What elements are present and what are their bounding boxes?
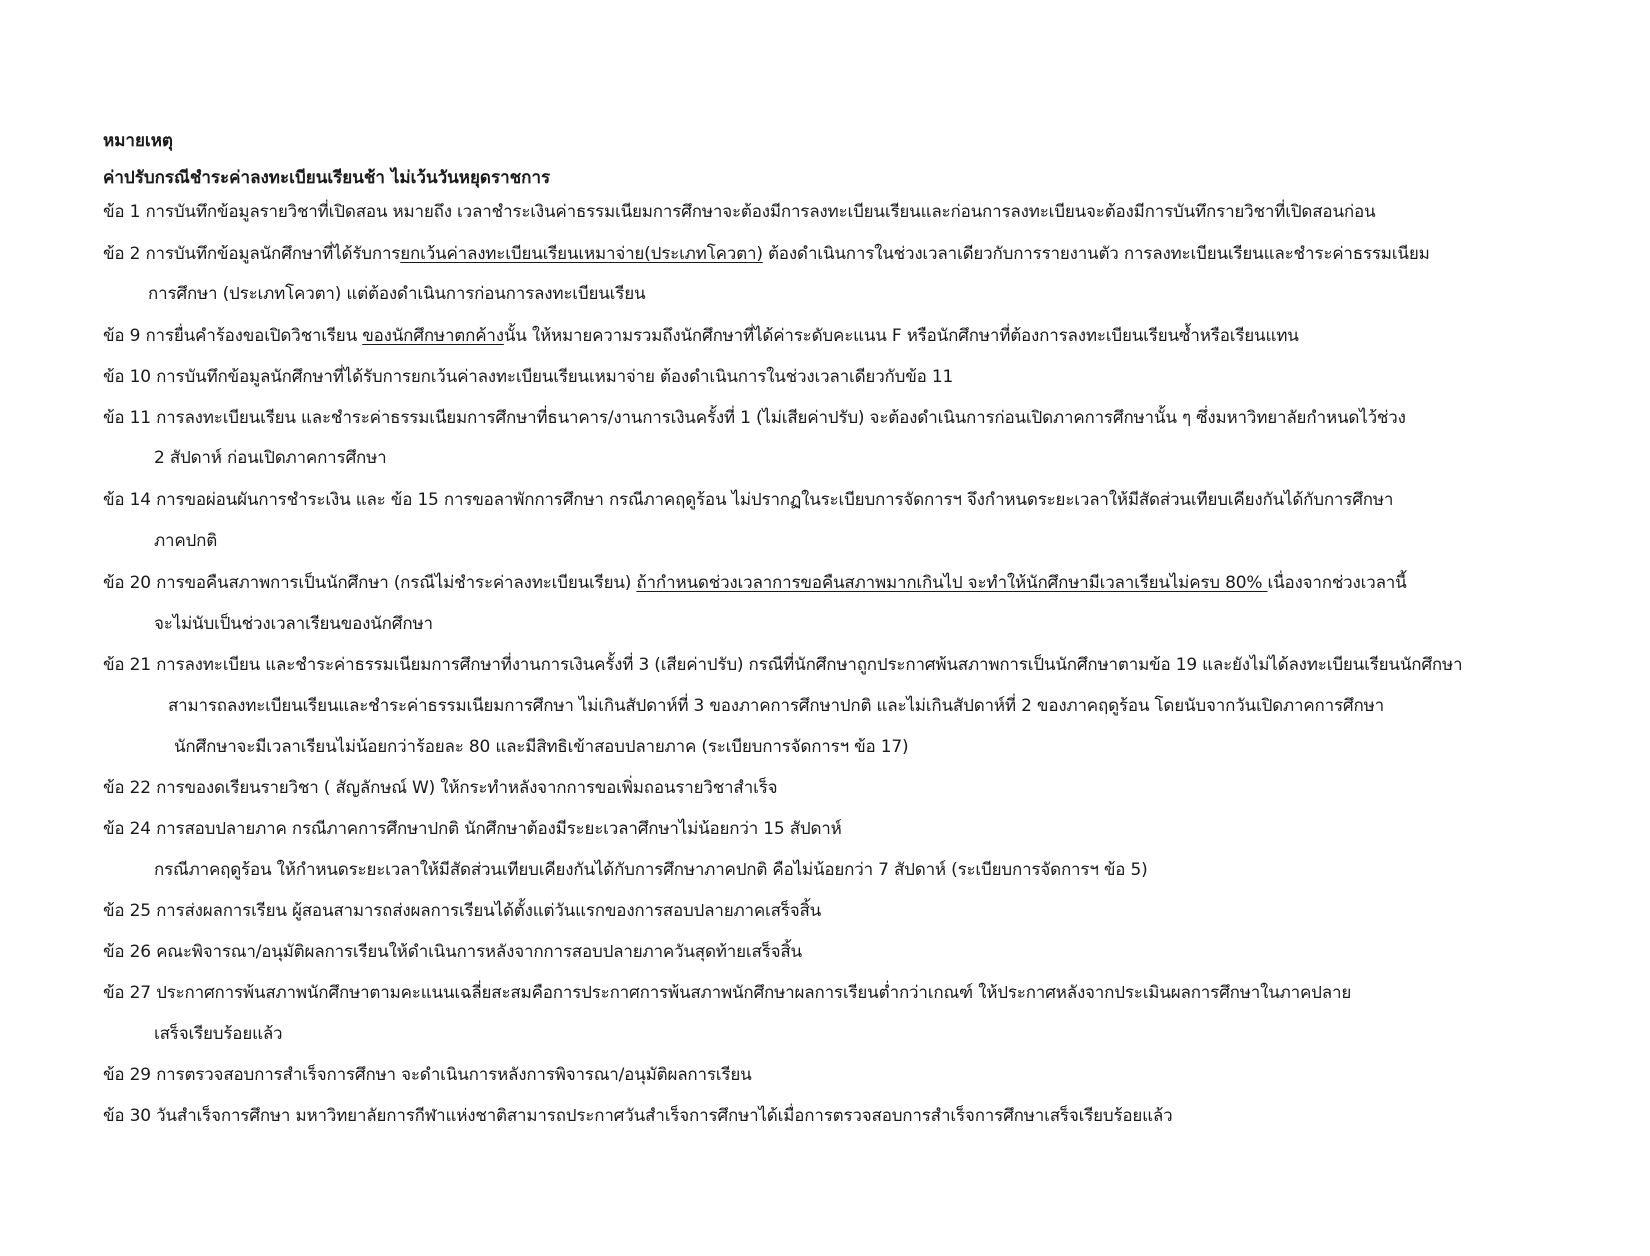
- note-item-2: [103, 242, 1430, 266]
- note-item-20-text-end: เนื่องจากช่วงเวลานี้: [1267, 573, 1407, 593]
- note-item-2-text: ข้อ 2 การบันทึกข้อมูลนักศึกษาที่ได้รับการ: [103, 244, 401, 264]
- note-item-24-continuation: กรณีภาคฤดูร้อน ให้กำหนดระยะเวลาให้มีสัดส่วนเทียบเคียงกันได้กับการศึกษาภาคปกติ คือไม่น้อยกว่า 7 สัปดาห์ (ระเบียบการจัดการฯ ข้อ 5): [154, 860, 1148, 880]
- note-item-9: [103, 324, 1299, 348]
- note-item-27: ข้อ 27 ประกาศการพ้นสภาพนักศึกษาตามคะแนนเฉลี่ยสะสมคือการประกาศการพ้นสภาพนักศึกษาผลการเรียนต่ำกว่าเกณฑ์ ให้ประกาศหลังจากประเมินผลการศึกษาในภาคปลาย: [103, 983, 1352, 1003]
- note-item-9-text: ข้อ 9 การยื่นคำร้องขอเปิดวิชาเรียน: [103, 326, 363, 346]
- note-item-30: ข้อ 30 วันสำเร็จการศึกษา มหาวิทยาลัยการกีฬาแห่งชาติสามารถประกาศวันสำเร็จการศึกษาได้เมื่อการตรวจสอบการสำเร็จการศึกษาเสร็จเรียบร้อยแล้ว: [103, 1106, 1173, 1126]
- note-item-9-underlined: ของนักศึกษาตกค้าง: [362, 326, 504, 346]
- note-item-1: ข้อ 1 การบันทึกข้อมูลรายวิชาที่เปิดสอน หมายถึง เวลาชำระเงินค่าธรรมเนียมการศึกษาจะต้องมีการลงทะเบียนเรียนและก่อนการลงทะเบียนจะต้องมีการบันทึกรายวิชาที่เปิดสอนก่อน: [103, 202, 1376, 222]
- note-item-25: ข้อ 25 การส่งผลการเรียน ผู้สอนสามารถส่งผลการเรียนได้ตั้งแต่วันแรกของการสอบปลายภาคเสร็จสิ้น: [103, 901, 822, 921]
- note-item-26: ข้อ 26 คณะพิจารณา/อนุมัติผลการเรียนให้ดำเนินการหลังจากการสอบปลายภาควันสุดท้ายเสร็จสิ้น: [103, 942, 802, 962]
- note-item-2-continuation: การศึกษา (ประเภทโควตา) แต่ต้องดำเนินการก่อนการลงทะเบียนเรียน: [148, 284, 646, 304]
- note-item-29: ข้อ 29 การตรวจสอบการสำเร็จการศึกษา จะดำเนินการหลังการพิจารณา/อนุมัติผลการเรียน: [103, 1065, 752, 1085]
- note-item-27-continuation: เสร็จเรียบร้อยแล้ว: [154, 1024, 283, 1044]
- notes-subtitle: ค่าปรับกรณีชำระค่าลงทะเบียนเรียนช้า ไม่เว้นวันหยุดราชการ: [103, 168, 551, 188]
- note-item-20-text: ข้อ 20 การขอคืนสภาพการเป็นนักศึกษา (กรณีไม่ชำระค่าลงทะเบียนเรียน): [103, 573, 637, 593]
- note-item-20-continuation: จะไม่นับเป็นช่วงเวลาเรียนของนักศึกษา: [154, 614, 433, 634]
- note-item-14: ข้อ 14 การขอผ่อนผันการชำระเงิน และ ข้อ 15 การขอลาพักการศึกษา กรณีภาคฤดูร้อน ไม่ปรากฏในระเบียบการจัดการฯ จึงกำหนดระยะเวลาให้มีสัดส่วนเทียบเคียงกันได้กับการศึกษา: [103, 490, 1394, 510]
- note-item-2-text-end: ต้องดำเนินการในช่วงเวลาเดียวกับการรายงานตัว การลงทะเบียนเรียนและชำระค่าธรรมเนียม: [762, 244, 1430, 264]
- note-item-24: ข้อ 24 การสอบปลายภาค กรณีภาคการศึกษาปกติ นักศึกษาต้องมีระยะเวลาศึกษาไม่น้อยกว่า 15 สัปดาห์: [103, 819, 842, 839]
- note-item-21-continuation-1: สามารถลงทะเบียนเรียนและชำระค่าธรรมเนียมการศึกษา ไม่เกินสัปดาห์ที่ 3 ของภาคการศึกษาปกติ และไม่เกินสัปดาห์ที่ 2 ของภาคฤดูร้อน โดยนับจากวันเปิดภาคการศึกษา: [168, 696, 1384, 716]
- note-item-11-continuation: 2 สัปดาห์ ก่อนเปิดภาคการศึกษา: [154, 448, 387, 468]
- note-item-21: ข้อ 21 การลงทะเบียน และชำระค่าธรรมเนียมการศึกษาที่งานการเงินครั้งที่ 3 (เสียค่าปรับ) กรณีที่นักศึกษาถูกประกาศพ้นสภาพการเป็นนักศึกษาตามข้อ 19 และยังไม่ได้ลงทะเบียนเรียนนักศึกษา: [103, 655, 1463, 675]
- note-item-11: ข้อ 11 การลงทะเบียนเรียน และชำระค่าธรรมเนียมการศึกษาที่ธนาคาร/งานการเงินครั้งที่ 1 (ไม่เสียค่าปรับ) จะต้องดำเนินการก่อนเปิดภาคการศึกษานั้น ๆ ซึ่งมหาวิทยาลัยกำหนดไว้ช่วง: [103, 408, 1406, 428]
- note-item-20-underlined: ถ้ากำหนดช่วงเวลาการขอคืนสภาพมากเกินไป จะทำให้นักศึกษามีเวลาเรียนไม่ครบ 80%: [636, 573, 1268, 593]
- note-item-9-text-end: นั้น ให้หมายความรวมถึงนักศึกษาที่ได้ค่าระดับคะแนน F หรือนักศึกษาที่ต้องการลงทะเบียนเรียนซ้ำหรือเรียนแทน: [503, 326, 1299, 346]
- notes-title: หมายเหตุ: [103, 131, 173, 151]
- note-item-2-underlined: ยกเว้นค่าลงทะเบียนเรียนเหมาจ่าย(ประเภทโควตา): [400, 244, 763, 264]
- note-item-20: [103, 571, 1407, 595]
- note-item-10: ข้อ 10 การบันทึกข้อมูลนักศึกษาที่ได้รับการยกเว้นค่าลงทะเบียนเรียนเหมาจ่าย ต้องดำเนินการในช่วงเวลาเดียวกับข้อ 11: [103, 367, 954, 387]
- note-item-22: ข้อ 22 การของดเรียนรายวิชา ( สัญลักษณ์ W) ให้กระทำหลังจากการขอเพิ่มถอนรายวิชาสำเร็จ: [103, 778, 778, 798]
- note-item-21-continuation-2: นักศึกษาจะมีเวลาเรียนไม่น้อยกว่าร้อยละ 80 และมีสิทธิเข้าสอบปลายภาค (ระเบียบการจัดการฯ ข้อ 17): [174, 737, 909, 757]
- note-item-14-continuation: ภาคปกติ: [154, 531, 218, 551]
